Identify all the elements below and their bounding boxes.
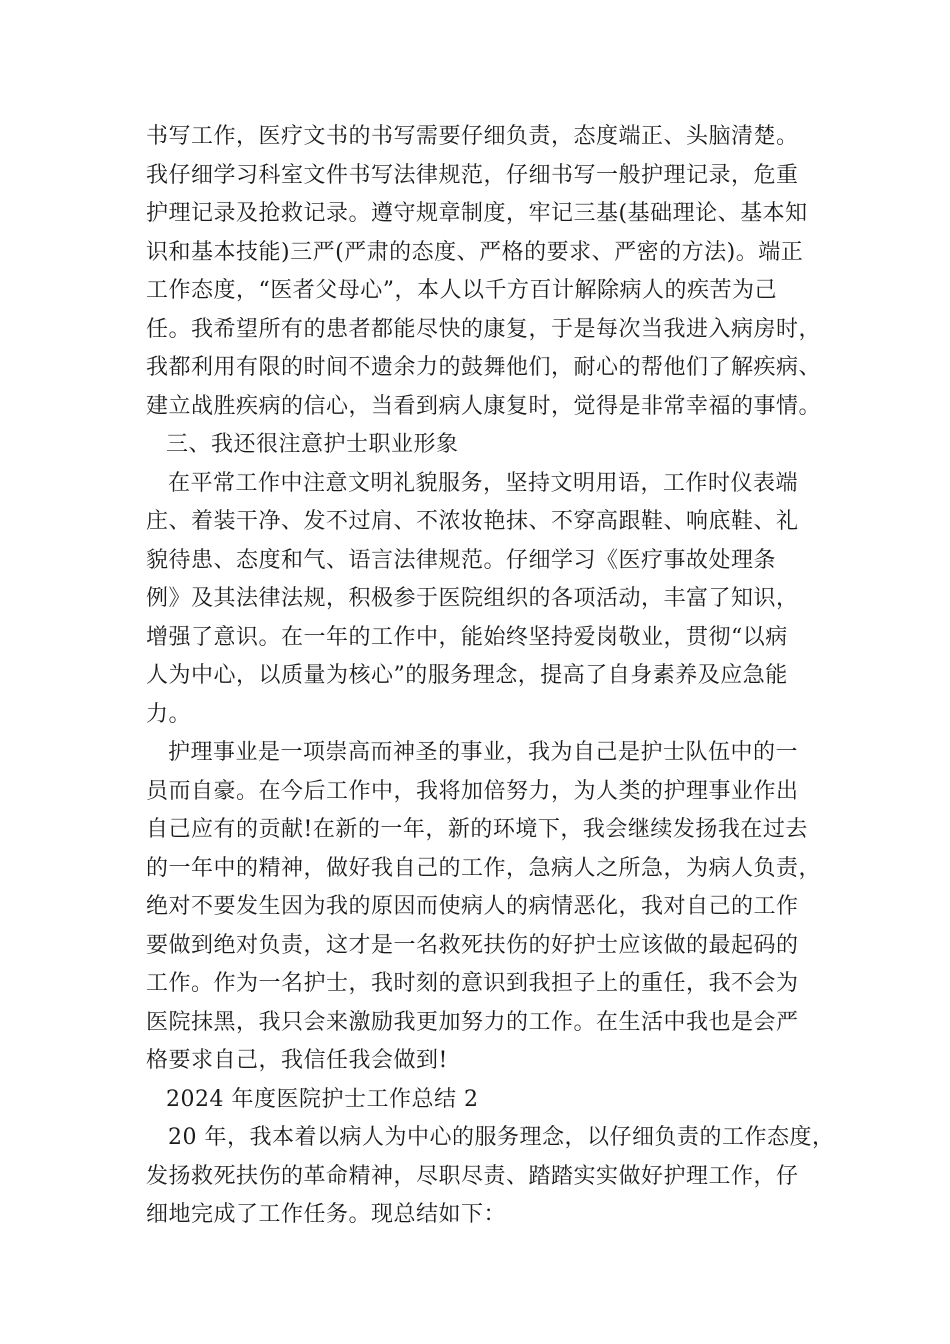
text-line: 庄、着装干净、发不过肩、不浓妆艳抹、不穿高跟鞋、响底鞋、礼 [146, 509, 799, 534]
text-line: 工作。作为一名护士，我时刻的意识到我担子上的重任，我不会为 [146, 971, 799, 996]
section-heading: 三、我还很注意护士职业形象 [166, 432, 459, 457]
text-line: 护理记录及抢救记录。遵守规章制度，牢记三基(基础理论、基本知 [146, 201, 808, 226]
text-line: 自己应有的贡献!在新的一年，新的环境下，我会继续发扬我在过去 [146, 817, 808, 842]
text-line: 工作态度，“医者父母心”，本人以千方百计解除病人的疾苦为己 [146, 278, 777, 303]
text-line: 建立战胜疾病的信心，当看到病人康复时，觉得是非常幸福的事情。 [146, 393, 822, 419]
text-line: 员而自豪。在今后工作中，我将加倍努力，为人类的护理事业作出 [146, 778, 799, 804]
text-line: 我仔细学习科室文件书写法律规范，仔细书写一般护理记录，危重 [146, 162, 799, 188]
text-line: 发扬救死扶伤的革命精神，尽职尽责、踏踏实实做好护理工作，仔 [146, 1163, 799, 1189]
text-line: 的一年中的精神，做好我自己的工作，急病人之所急，为病人负责， [146, 855, 822, 881]
text-line: 医院抹黑，我只会来激励我更加努力的工作。在生活中我也是会严 [146, 1009, 799, 1035]
paragraph-first-line: 护理事业是一项崇高而神圣的事业，我为自己是护士队伍中的一 [168, 740, 799, 765]
text-line: 增强了意识。在一年的工作中，能始终坚持爱岗敬业，贯彻“以病 [146, 624, 788, 650]
text-line: 貌待患、态度和气、语言法律规范。仔细学习《医疗事故处理条 [146, 547, 777, 573]
text-line: 书写工作，医疗文书的书写需要仔细负责，态度端正、头脑清楚。 [146, 124, 799, 149]
document-title: 2024 年度医院护士工作总结 2 [166, 1086, 479, 1112]
text-line: 细地完成了工作任务。现总结如下： [146, 1202, 507, 1227]
paragraph-first-line: 20 年，我本着以病人为中心的服务理念，以仔细负责的工作态度， [168, 1125, 835, 1150]
text-line: 例》及其法律法规，积极参于医院组织的各项活动，丰富了知识， [146, 586, 799, 611]
text-line: 要做到绝对负责，这才是一名救死扶伤的好护士应该做的最起码的 [146, 932, 799, 958]
document-body [146, 118, 835, 1235]
text-line: 力。 [146, 701, 192, 727]
text-line: 任。我希望所有的患者都能尽快的康复，于是每次当我进入病房时， [146, 316, 822, 342]
paragraph-first-line: 在平常工作中注意文明礼貌服务，坚持文明用语，工作时仪表端 [168, 470, 799, 496]
text-line: 我都利用有限的时间不遗余力的鼓舞他们，耐心的帮他们了解疾病、 [146, 355, 822, 380]
text-line: 格要求自己，我信任我会做到! [146, 1048, 448, 1073]
text-line: 识和基本技能)三严(严肃的态度、严格的要求、严密的方法)。端正 [146, 239, 804, 265]
text-line: 绝对不要发生因为我的原因而使病人的病情恶化，我对自己的工作 [146, 894, 799, 919]
text-line: 人为中心，以质量为核心”的服务理念，提高了自身素养及应急能 [146, 663, 788, 688]
